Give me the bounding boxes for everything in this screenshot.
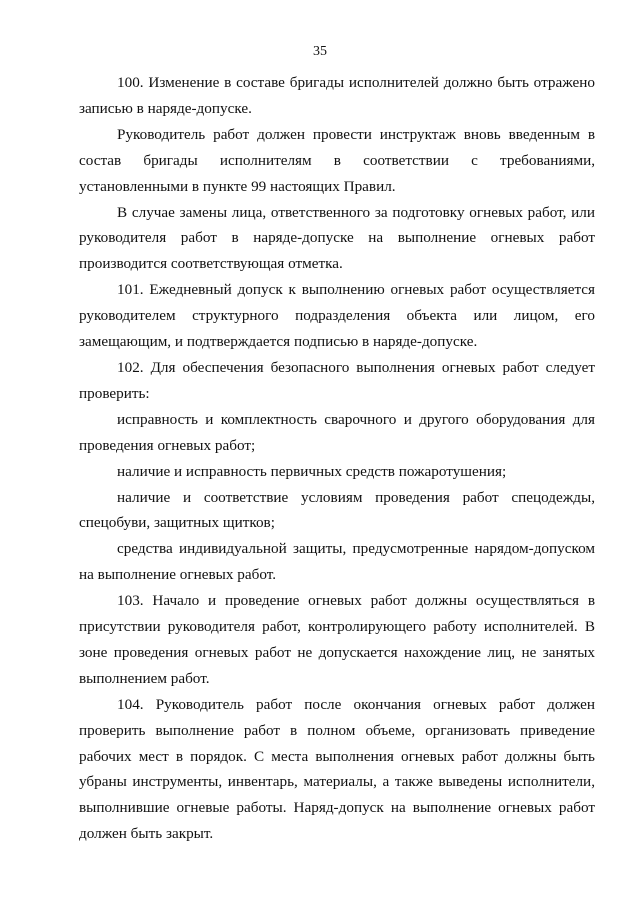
list-item-workwear: наличие и соответствие условиям проведения работ спецодежды, спецобуви, защитных щитков; [79, 488, 595, 532]
paragraph-104: 104. Руководитель работ после окончания огневых работ должен проверить выполнение работ в полном объеме, организовать приведение рабочих мест в порядок. С места выполнения огневых работ должны быть убраны инструменты, инвентарь, материалы, а также выведены исполнители, выполнившие огневые работы. Наряд-допуск на выполнение огневых работ должен быть закрыт. [79, 695, 595, 843]
page-number: 35 [313, 44, 327, 59]
paragraph-replacement: В случае замены лица, ответственного за подготовку огневых работ, или руководителя работ в наряде-допуске на выполнение огневых работ производится соответствующая отметка. [79, 203, 595, 273]
list-item-protection: средства индивидуальной защиты, предусмотренные нарядом-допуском на выполнение огневых работ. [79, 540, 595, 584]
paragraph-100: 100. Изменение в составе бригады исполнителей должно быть отражено записью в наряде-допуске. [79, 74, 595, 117]
paragraph-102: 102. Для обеспечения безопасного выполнения огневых работ следует проверить: [79, 358, 595, 402]
list-item-equipment: исправность и комплектность сварочного и другого оборудования для проведения огневых работ; [79, 410, 595, 454]
paragraph-briefing: Руководитель работ должен провести инструктаж вновь введенным в состав бригады исполнителям в соответствии с требованиями, установленными в пункте 99 настоящих Правил. [79, 125, 595, 195]
paragraph-101: 101. Ежедневный допуск к выполнению огневых работ осуществляется руководителем структурного подразделения объекта или лицом, его замещающим, и подтверждается подписью в наряде-допуске. [79, 281, 595, 351]
list-item-extinguishers: наличие и исправность первичных средств пожаротушения; [117, 462, 507, 480]
document-body [79, 70, 595, 847]
paragraph-103: 103. Начало и проведение огневых работ должны осуществляться в присутствии руководителя работ, контролирующего работу исполнителей. В зоне проведения огневых работ не допускается нахождение лиц, не занятых выполнением работ. [79, 592, 595, 687]
